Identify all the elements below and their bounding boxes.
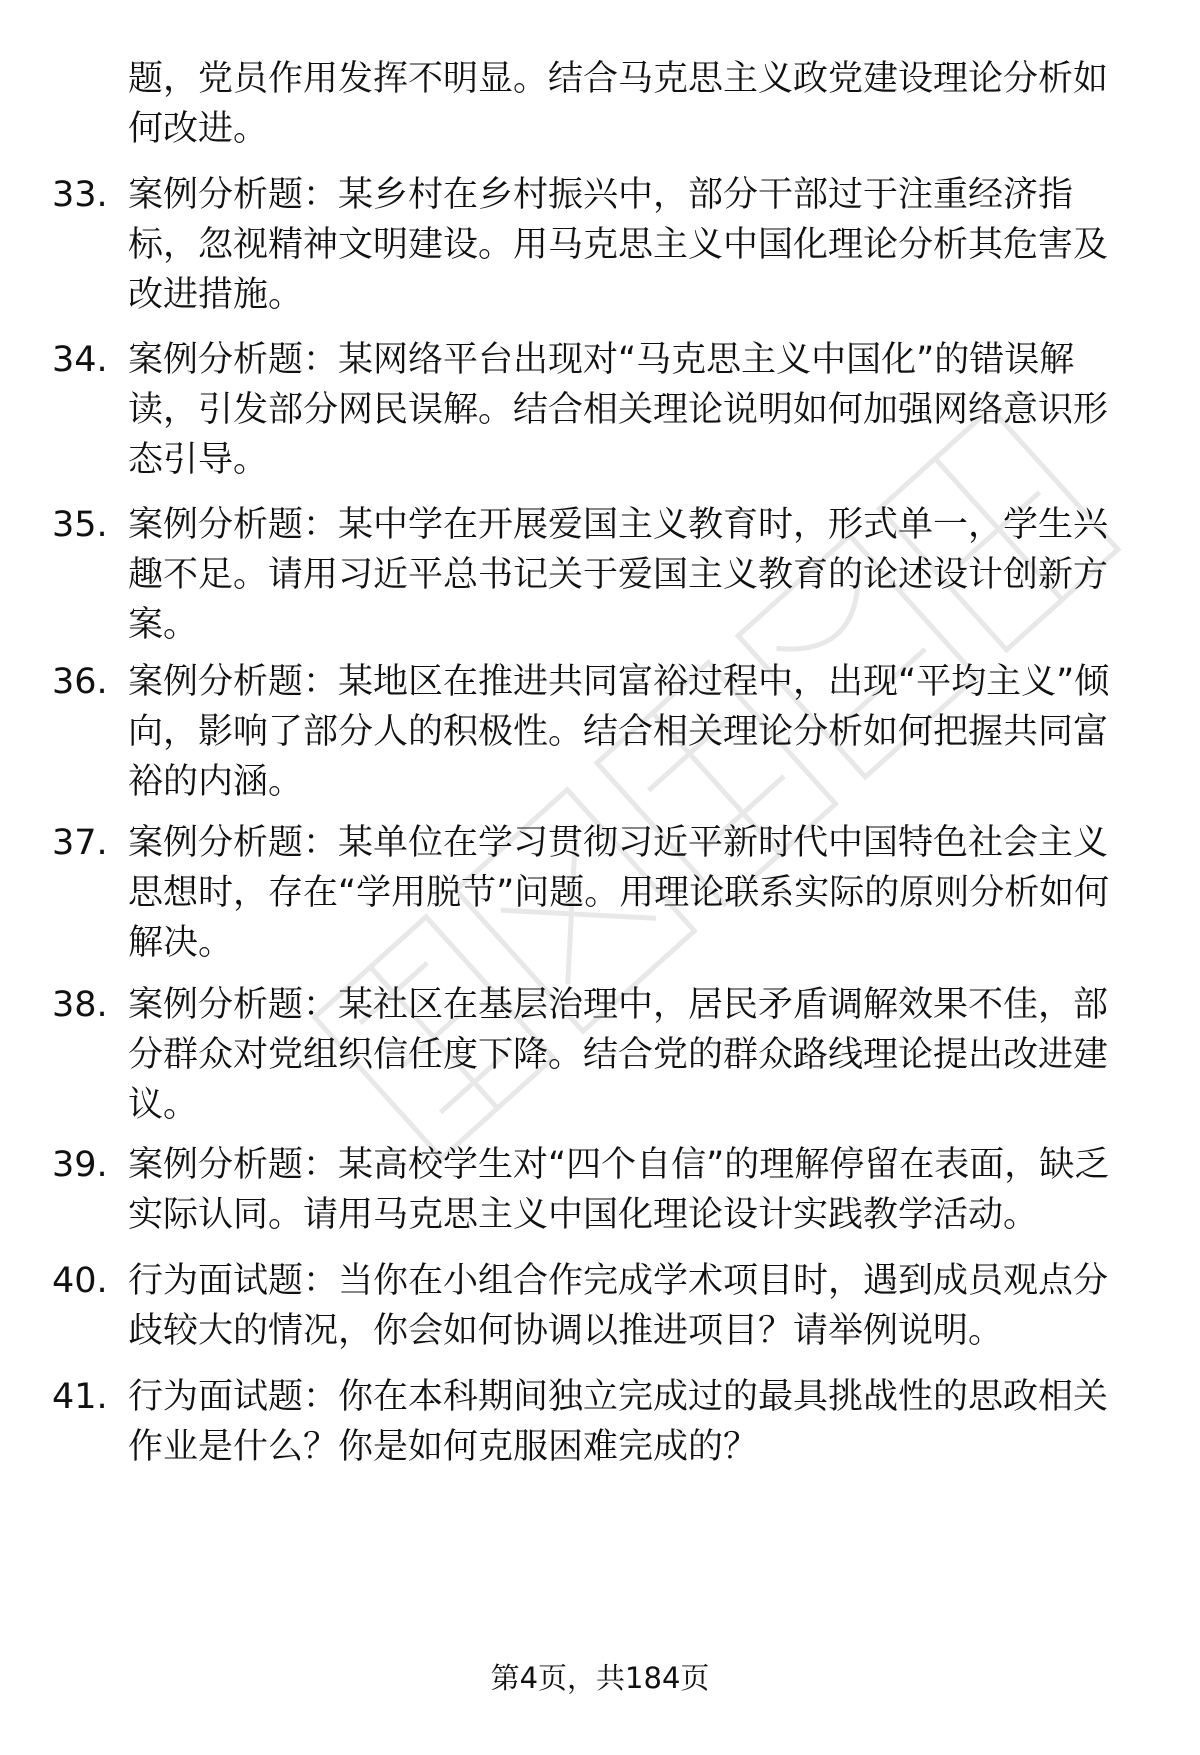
question-number: 40.	[52, 1261, 108, 1301]
question-text: 案例分析题：某高校学生对“四个自信”的理解停留在表面，缺乏实际认同。请用马克思主义中国化理论设计实践教学活动。	[128, 1145, 1110, 1235]
question-number: 34.	[52, 340, 108, 380]
question-number: 39.	[52, 1145, 108, 1185]
question-number: 37.	[52, 823, 108, 863]
continued-question-text: 题，党员作用发挥不明显。结合马克思主义政党建设理论分析如何改进。	[128, 59, 1109, 149]
question-number: 35.	[52, 505, 108, 545]
question-text: 案例分析题：某乡村在乡村振兴中，部分干部过于注重经济指标，忽视精神文明建设。用马克思主义中国化理论分析其危害及改进措施。	[128, 175, 1109, 315]
question-text: 案例分析题：某单位在学习贯彻习近平新时代中国特色社会主义思想时，存在“学用脱节”问题。用理论联系实际的原则分析如何解决。	[128, 823, 1110, 963]
question-number: 36.	[52, 662, 108, 702]
question-text: 行为面试题：你在本科期间独立完成过的最具挑战性的思政相关作业是什么？你是如何克服困难完成的？	[128, 1377, 1109, 1467]
question-text: 案例分析题：某网络平台出现对“马克思主义中国化”的错误解读，引发部分网民误解。结合相关理论说明如何加强网络意识形态引导。	[128, 340, 1109, 480]
question-text: 行为面试题：当你在小组合作完成学术项目时，遇到成员观点分歧较大的情况，你会如何协调以推进项目？请举例说明。	[128, 1261, 1109, 1351]
question-text: 案例分析题：某社区在基层治理中，居民矛盾调解效果不佳，部分群众对党组织信任度下降。结合党的群众路线理论提出改进建议。	[128, 985, 1109, 1125]
question-text: 案例分析题：某中学在开展爱国主义教育时，形式单一，学生兴趣不足。请用习近平总书记关于爱国主义教育的论述设计创新方案。	[128, 505, 1109, 645]
page-footer: 第4页，共184页	[490, 1661, 710, 1695]
question-text: 案例分析题：某地区在推进共同富裕过程中，出现“平均主义”倾向，影响了部分人的积极性。结合相关理论分析如何把握共同富裕的内涵。	[128, 662, 1110, 802]
question-number: 41.	[52, 1377, 108, 1417]
question-number: 33.	[52, 175, 108, 215]
question-number: 38.	[52, 985, 108, 1025]
